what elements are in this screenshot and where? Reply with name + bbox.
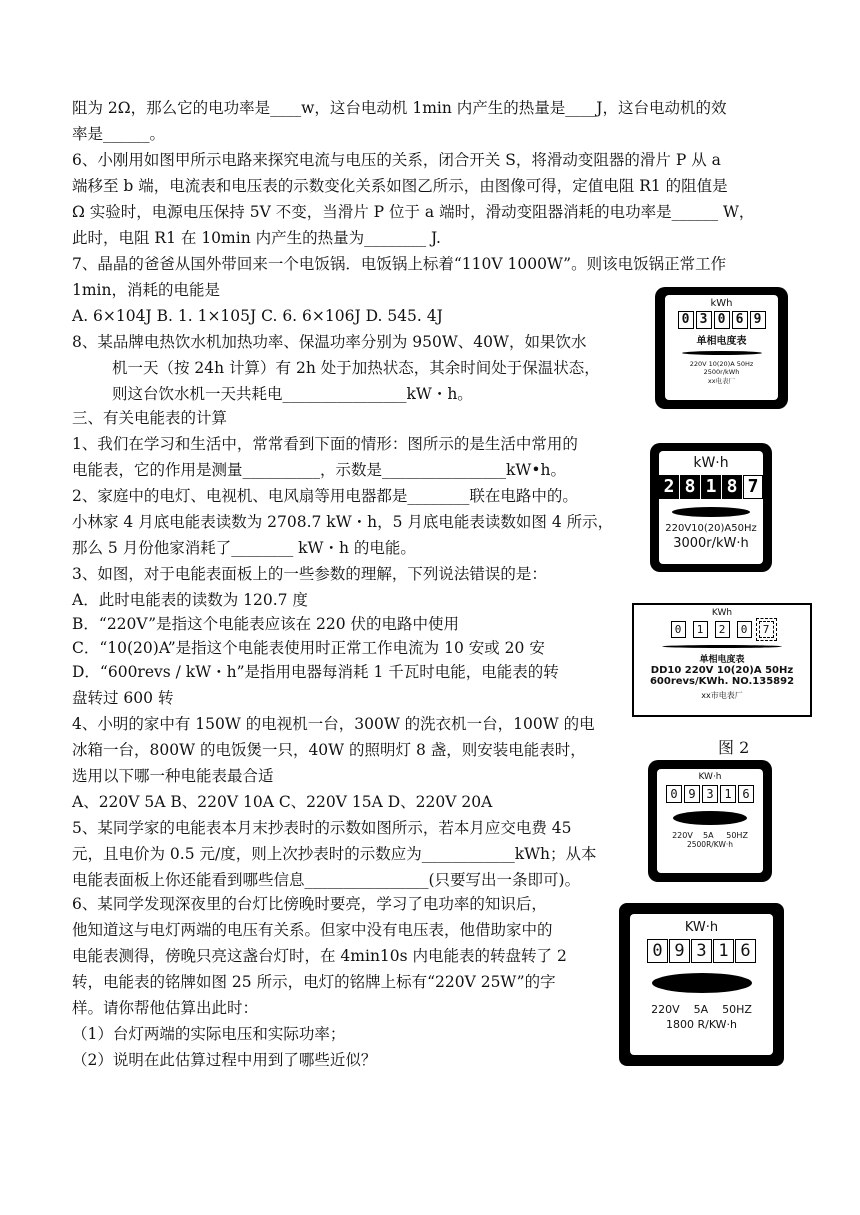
line-32: 他知道这与电灯两端的电压有关系。但家中没有电压表，他借助家中的: [72, 921, 553, 939]
meter-spec: 220V 5A 50HZ: [672, 831, 748, 840]
electric-meter-3: [632, 603, 812, 717]
line-2: 6、小刚用如图甲所示电路来探究电流与电压的关系，闭合开关 S，将滑动变阻器的滑片 P 从 a: [72, 151, 721, 169]
line-36: （1）台灯两端的实际电压和实际功率；: [72, 1025, 346, 1043]
meter-digit: 9: [750, 311, 766, 329]
meter-digit: 6: [735, 939, 756, 963]
meter-digit: 1: [693, 621, 708, 638]
electric-meter-5: [619, 903, 784, 1066]
meter-unit: kW·h: [693, 455, 729, 471]
meter-unit: KWh: [711, 608, 733, 618]
line-7: 1min，消耗的电能是: [72, 281, 220, 299]
meter-spec: DD10 220V 10(20)A 50Hz: [650, 665, 794, 676]
meter-digit: 3: [691, 939, 712, 963]
line-21: C．“10(20)A”是指这个电能表使用时正常工作电流为 10 安或 20 安: [72, 639, 545, 657]
line-23: 盘转过 600 转: [72, 689, 174, 707]
line-8: A. 6×104J B. 1. 1×105J C. 6. 6×106J D. 545. 4J: [72, 307, 443, 325]
meter-maker: xx电表厂: [707, 377, 736, 385]
meter-name: 单相电度表: [696, 336, 747, 347]
line-11: 则这台饮水机一天共耗电________________kW・h。: [112, 385, 473, 403]
meter-digit: 3: [702, 785, 718, 803]
meter-digit: 0: [737, 621, 752, 638]
meter-digit: 9: [669, 939, 690, 963]
meter-digit: 3: [696, 311, 712, 329]
meter-unit: KW·h: [684, 920, 719, 935]
line-4: Ω 实验时，电源电压保持 5V 不变，当滑片 P 位于 a 端时，滑动变阻器消耗的电功率是______ W，: [72, 203, 755, 221]
meter-digit: 2: [715, 621, 730, 638]
meter-digit: 1: [720, 785, 736, 803]
line-35: 样。请你帮他估算出此时：: [72, 999, 259, 1017]
meter-digit: 8: [680, 475, 700, 499]
meter-rev: 2500R/KW·h: [686, 840, 734, 849]
meter-digit: 1: [713, 939, 734, 963]
meter-digit: 0: [678, 311, 694, 329]
meter-digit: 8: [722, 475, 742, 499]
meter-disc: [662, 645, 782, 648]
meter-digit: 6: [738, 785, 754, 803]
line-25: 冰箱一台，800W 的电饭煲一只，40W 的照明灯 8 盏，则安装电能表时，: [72, 741, 586, 759]
line-37: （2）说明在此估算过程中用到了哪些近似？: [72, 1051, 377, 1069]
meter-unit: KW·h: [698, 772, 722, 782]
line-22: D．“600revs / kW・h”是指用电器每消耗 1 千瓦时电能，电能表的转: [72, 663, 559, 681]
meter-name: 单相电度表: [699, 655, 745, 665]
line-18: 3、如图，对于电能表面板上的一些参数的理解，下列说法错误的是：: [72, 565, 547, 583]
meter-rev: 2500r/kWh: [703, 368, 740, 376]
meter-digit: 1: [701, 475, 721, 499]
line-33: 电能表测得，傍晚只亮这盏台灯时，在 4min10s 内电能表的转盘转了 2: [72, 947, 567, 965]
meter-digit: 2: [659, 475, 679, 499]
electric-meter-4: [648, 760, 772, 882]
line-26: 选用以下哪一种电能表最合适: [72, 767, 274, 785]
line-20: B．“220V”是指这个电能表应该在 220 伏的电路中使用: [72, 615, 460, 633]
line-1: 率是______。: [72, 125, 166, 143]
line-29: 元，且电价为 0.5 元/度，则上次抄表时的示数应为____________kWh；从本: [72, 845, 597, 863]
line-31: 6、某同学发现深夜里的台灯比傍晚时要亮，学习了电功率的知识后，: [72, 895, 547, 913]
line-17: 那么 5 月份他家消耗了________ kW・h 的电能。: [72, 539, 416, 557]
meter-spec: 220V10(20)A50Hz: [665, 523, 757, 534]
meter-digit: 7: [759, 621, 774, 638]
meter-digit: 0: [714, 311, 730, 329]
line-13: 1、我们在学习和生活中，常常看到下面的情形：图所示的是生活中常用的: [72, 435, 578, 453]
meter-disc: [652, 973, 752, 993]
line-14: 电能表，它的作用是测量__________，示数是________________kW•h。: [72, 461, 566, 479]
meter-spec: 220V 5A 50HZ: [651, 1003, 752, 1016]
line-27: A、220V 5A B、220V 10A C、220V 15A D、220V 20A: [72, 793, 493, 811]
meter-disc: [682, 351, 762, 355]
meter-maker: xx市电表厂: [701, 691, 743, 700]
meter-digit: 0: [666, 785, 682, 803]
meter-unit: kWh: [710, 298, 733, 309]
meter-disc: [672, 507, 750, 517]
line-12: 三、有关电能表的计算: [72, 409, 228, 427]
meter-spec: 220V 10(20)A 50Hz: [689, 360, 754, 368]
line-0: 阻为 2Ω，那么它的电功率是____w，这台电动机 1min 内产生的热量是____J，这台电动机的效: [72, 99, 727, 117]
meter-rev: 3000r/kW·h: [673, 536, 749, 551]
electric-meter-2: [650, 443, 772, 572]
line-15: 2、家庭中的电灯、电视机、电风扇等用电器都是________联在电路中的。: [72, 487, 578, 505]
line-3: 端移至 b 端，电流表和电压表的示数变化关系如图乙所示，由图像可得，定值电阻 R1 的阻值是: [72, 177, 728, 195]
meter-digit: 0: [671, 621, 686, 638]
meter-disc: [673, 811, 747, 825]
line-10: 机一天（按 24h 计算）有 2h 处于加热状态，其余时间处于保温状态，: [112, 359, 600, 377]
line-28: 5、某同学家的电能表本月末抄表时的示数如图所示，若本月应交电费 45: [72, 819, 572, 837]
meter-rev: 1800 R/KW·h: [665, 1018, 737, 1031]
meter-rev: 600revs/KWh. NO.135892: [649, 676, 795, 687]
line-24: 4、小明的家中有 150W 的电视机一台，300W 的洗衣机一台，100W 的电: [72, 715, 595, 733]
line-34: 转，电能表的铭牌如图 25 所示，电灯的铭牌上标有“220V 25W”的字: [72, 973, 556, 991]
figure-caption: 图 2: [718, 738, 750, 757]
meter-digit: 9: [684, 785, 700, 803]
line-30: 电能表面板上你还能看到哪些信息________________(只要写出一条即可)。: [72, 871, 581, 889]
meter-digit: 7: [743, 475, 763, 499]
line-16: 小林家 4 月底电能表读数为 2708.7 kW・h，5 月底电能表读数如图 4 所示，: [72, 513, 614, 531]
meter-digit: 0: [647, 939, 668, 963]
line-6: 7、晶晶的爸爸从国外带回来一个电饭锅．电饭锅上标着“110V 1000W”。则该电饭锅正常工作: [72, 255, 727, 273]
line-19: A．此时电能表的读数为 120.7 度: [72, 591, 308, 609]
line-5: 此时，电阻 R1 在 10min 内产生的热量为________ J.: [72, 229, 441, 247]
line-9: 8、某品牌电热饮水机加热功率、保温功率分别为 950W、40W，如果饮水: [72, 333, 587, 351]
meter-digit: 6: [732, 311, 748, 329]
electric-meter-1: [655, 287, 788, 409]
